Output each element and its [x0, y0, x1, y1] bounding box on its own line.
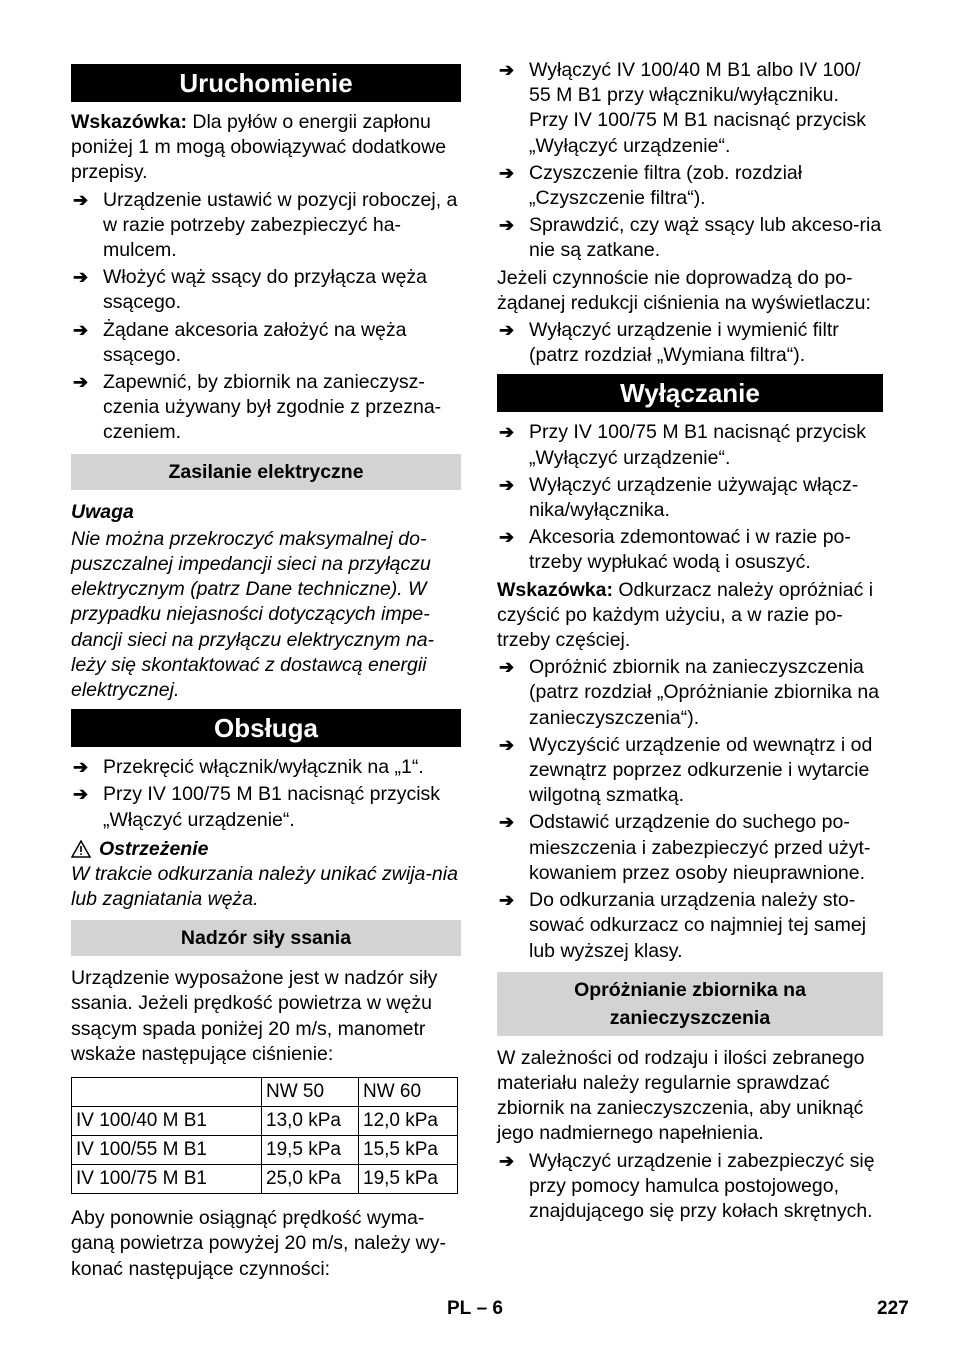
operation-steps [71, 755, 461, 833]
list-item: ➔ Wyłączyć urządzenie i wymienić filtr (patrz rozdział „Wymiana filtra“). [499, 319, 839, 367]
if-text: Jeżeli czynnoście nie doprowadzą do po-żądanej redukcji ciśnienia na wyświetlaczu: [497, 266, 871, 314]
warning-triangle-icon [71, 840, 91, 858]
arrow-right-icon: ➔ [73, 267, 89, 288]
arrow-right-icon: ➔ [499, 527, 515, 548]
if-steps [497, 318, 883, 368]
heading-operation: Obsługa [71, 709, 461, 747]
empty-text: W zależności od rodzaju i ilości zebranego materiału należy regularnie sprawdzać zbiornik na zanieczyszczenia, aby uniknąć jego nadmiernego napełnienia. [497, 1046, 865, 1145]
list-item: ➔ Wyłączyć urządzenie używając włącz-nika/wyłącznika. [499, 473, 859, 522]
left-column [71, 58, 461, 1284]
empty-steps [497, 1149, 883, 1225]
table-row: IV 100/75 M B1 25,0 kPa 19,5 kPa [72, 1165, 458, 1194]
note-off: Wskazówka: Odkurzacz należy opróżniać i czyścić po każdym użyciu, a w razie po-trzeby częściej. [497, 578, 874, 652]
caution-label: Uwaga [71, 500, 134, 523]
list-item: ➔ Sprawdzić, czy wąż ssący lub akceso-ria nie są zatkane. [499, 214, 882, 262]
arrow-right-icon: ➔ [499, 474, 515, 495]
right-column [497, 58, 883, 1226]
page-number: 227 [877, 1298, 909, 1319]
heading-start: Uruchomienie [71, 64, 461, 102]
list-item: ➔ Akcesoria zdemontować i w razie po-trzeby wypłukać wodą i osuszyć. [499, 526, 851, 574]
start-steps [71, 188, 461, 446]
list-item: ➔ Urządzenie ustawić w pozycji roboczej, a w razie potrzeby zabezpieczyć ha-mulcem. [73, 188, 458, 262]
list-item: ➔ Czyszczenie filtra (zob. rozdział „Czyszczenie filtra“). [499, 161, 803, 210]
heading-off: Wyłączanie [497, 374, 883, 412]
arrow-right-icon: ➔ [499, 215, 515, 236]
arrow-right-icon: ➔ [499, 890, 515, 911]
warning-row [71, 837, 461, 862]
arrow-right-icon: ➔ [499, 60, 515, 80]
heading-power: Zasilanie elektryczne [71, 454, 461, 490]
arrow-right-icon: ➔ [73, 784, 89, 805]
table-row: IV 100/55 M B1 19,5 kPa 15,5 kPa [72, 1136, 458, 1165]
arrow-right-icon: ➔ [73, 189, 89, 210]
list-item: ➔ Opróżnić zbiornik na zanieczyszczenia (patrz rozdział „Opróżnianie zbiornika na zanieczyszczenia“). [499, 656, 880, 729]
table-header-row: NW 50 NW 60 [72, 1078, 458, 1107]
arrow-right-icon: ➔ [499, 734, 515, 755]
off-steps [497, 420, 883, 575]
footer-lang: PL – 6 [447, 1298, 503, 1319]
arrow-right-icon: ➔ [499, 162, 515, 183]
arrow-right-icon: ➔ [499, 657, 515, 678]
table-row: IV 100/40 M B1 13,0 kPa 12,0 kPa [72, 1107, 458, 1136]
suction-text: Urządzenie wyposażone jest w nadzór siły ssania. Jeżeli prędkość powietrza w wężu ssącym spada poniżej 20 m/s, manometr wskaże następujące ciśnienie: [71, 967, 438, 1065]
arrow-right-icon: ➔ [499, 422, 515, 443]
caution-text: Nie można przekroczyć maksymalnej do-puszczalnej impedancji sieci na przyłączu elektrycznym (patrz Dane techniczne). W przypadku niejasności dotyczących impe-dancji sieci na przyłączu elektrycznym na-leży się skontaktować z dostawcą energii elektrycznej. [71, 527, 435, 702]
list-item: ➔ Wyłączyć IV 100/40 M B1 albo IV 100/ 55 M B1 przy włączniku/wyłączniku. Przy IV 100/75 M B1 nacisnąć przycisk „Wyłączyć urządzenie“. [499, 59, 867, 157]
note-start: Wskazówka: Dla pyłów o energii zapłonu poniżej 1 m mogą obowiązywać dodatkowe przepisy. [71, 111, 447, 184]
list-item: ➔ Zapewnić, by zbiornik na zanieczysz-czenia używany był zgodnie z przezna-czeniem. [73, 371, 442, 444]
arrow-right-icon: ➔ [73, 319, 89, 340]
arrow-right-icon: ➔ [499, 320, 515, 341]
list-item: ➔ Żądane akcesoria założyć na węża ssącego. [73, 318, 407, 366]
heading-empty: Opróżnianie zbiornika na zanieczyszczenia [497, 972, 883, 1036]
list-item: ➔ Odstawić urządzenie do suchego po-mieszczenia i zabezpieczyć przed użyt-kowaniem przez osoby nieuprawnione. [499, 811, 871, 884]
after-table-text: Aby ponownie osiągnąć prędkość wyma-ganą powietrza powyżej 20 m/s, należy wy-konać następujące czynności: [71, 1207, 447, 1280]
clean-steps [497, 655, 883, 963]
arrow-right-icon: ➔ [73, 372, 89, 393]
arrow-right-icon: ➔ [499, 1150, 515, 1171]
warning-text: W trakcie odkurzania należy unikać zwija-nia lub zagniatania węża. [71, 862, 458, 911]
pressure-table [71, 1077, 458, 1194]
list-item: ➔ Wyłączyć urządzenie i zabezpieczyć się przy pomocy hamulca postojowego, znajdującego się przy kołach skrętnych. [499, 1149, 875, 1222]
continued-steps [497, 58, 883, 264]
arrow-right-icon: ➔ [499, 812, 515, 833]
arrow-right-icon: ➔ [73, 757, 89, 778]
list-item: ➔ Przekręcić włącznik/wyłącznik na „1“. [71, 755, 461, 780]
list-item: ➔ Do odkurzania urządzenia należy sto-sować odkurzacz co najmniej tej samej lub wyższej klasy. [499, 889, 867, 962]
list-item: ➔ Wyczyścić urządzenie od wewnątrz i od zewnątrz poprzez odkurzenie i wytarcie wilgotną szmatką. [499, 733, 873, 807]
list-item: ➔ Przy IV 100/75 M B1 nacisnąć przycisk „Włączyć urządzenie“. [73, 783, 441, 831]
list-item: ➔ Włożyć wąż ssący do przyłącza węża ssącego. [73, 266, 428, 314]
heading-suction: Nadzór siły ssania [71, 920, 461, 956]
list-item: ➔ Przy IV 100/75 M B1 nacisnąć przycisk „Wyłączyć urządzenie“. [499, 421, 867, 469]
warning-label: Ostrzeżenie [99, 837, 209, 860]
